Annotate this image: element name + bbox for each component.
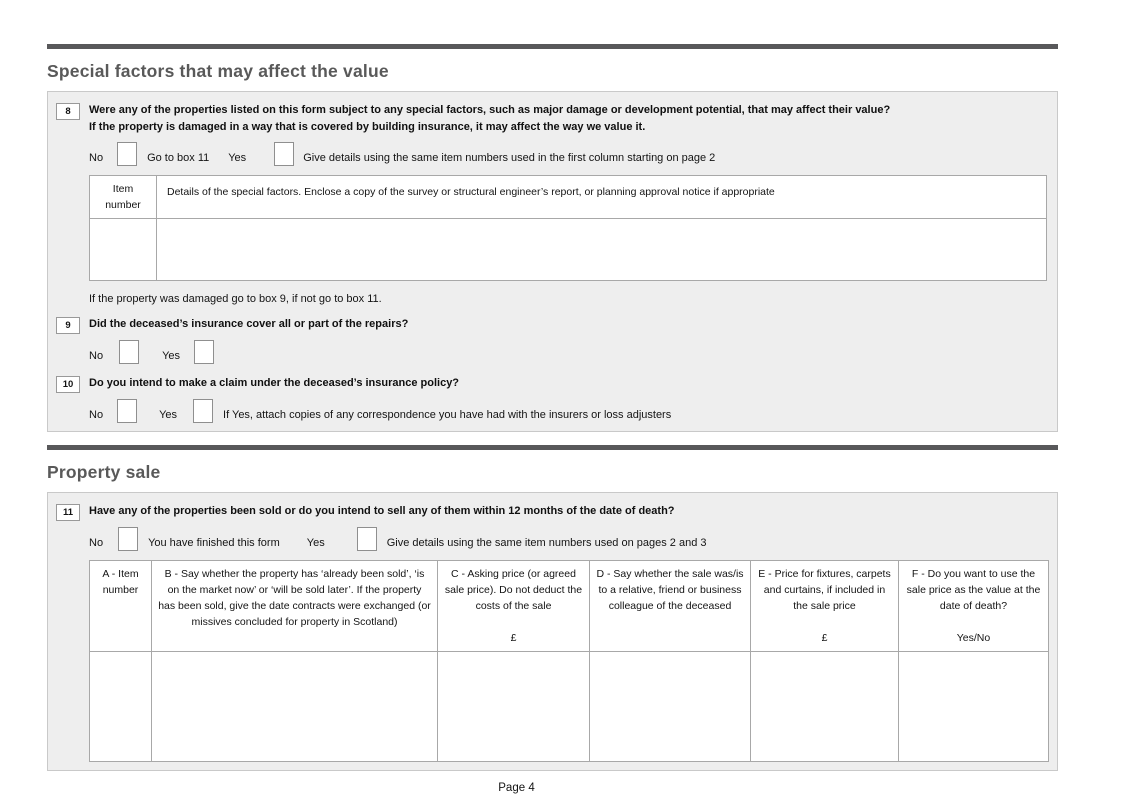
q8-answer-row xyxy=(89,142,1049,166)
col-f-input-cell[interactable] xyxy=(899,652,1049,762)
section-divider-bar-top xyxy=(47,44,1058,49)
col-c-currency-label: £ xyxy=(510,632,517,644)
col-e-input-cell[interactable] xyxy=(751,652,899,762)
col-a-input-cell[interactable] xyxy=(90,652,152,762)
item-number-cell[interactable] xyxy=(90,219,157,281)
q10-yes-label: Yes xyxy=(159,409,178,421)
question-8 xyxy=(56,102,1049,136)
q11-no-hint: You have finished this form xyxy=(148,537,280,549)
q8-no-hint: Go to box 11 xyxy=(147,152,210,164)
col-f-yesno-label: Yes/No xyxy=(956,632,991,644)
property-sale-table-body-row xyxy=(90,652,1049,762)
col-e-header: E - Price for fixtures, carpets and curtains, if included in the sale price xyxy=(758,568,891,612)
col-c-header: C - Asking price (or agreed sale price). Do not deduct the costs of the sale xyxy=(444,568,583,612)
item-number-header: Item number xyxy=(90,176,157,219)
q9-answer-row xyxy=(89,340,1049,364)
question-11 xyxy=(56,503,1049,521)
special-factors-table-body-row xyxy=(90,219,1047,281)
q10-no-checkbox[interactable] xyxy=(117,399,137,423)
q11-yes-label: Yes xyxy=(306,537,325,549)
q9-yes-checkbox[interactable] xyxy=(194,340,214,364)
q11-yes-hint: Give details using the same item numbers used on pages 2 and 3 xyxy=(386,537,707,549)
q11-no-checkbox[interactable] xyxy=(118,527,138,551)
q8-yes-label: Yes xyxy=(228,152,247,164)
q8-number-box: 8 xyxy=(56,103,80,120)
page-footer: Page 4 xyxy=(498,782,535,794)
form-page xyxy=(47,0,1058,794)
col-d-header-cell xyxy=(590,561,751,652)
col-f-header: F - Do you want to use the sale price as the value at the date of death? xyxy=(906,568,1041,612)
q10-answer-row xyxy=(89,399,1049,423)
special-factors-panel xyxy=(47,91,1058,432)
property-sale-panel xyxy=(47,492,1058,771)
q8-question-text xyxy=(89,102,890,136)
col-b-header-cell xyxy=(152,561,438,652)
q10-no-label: No xyxy=(89,409,104,421)
q9-number-box: 9 xyxy=(56,317,80,334)
q8-question-line1: Were any of the properties listed on this form subject to any special factors, such as major damage or development potential, that may affect their value? xyxy=(89,104,891,116)
col-d-input-cell[interactable] xyxy=(590,652,751,762)
q10-number-box: 10 xyxy=(56,376,80,393)
special-factors-table xyxy=(89,175,1047,281)
col-e-currency-label: £ xyxy=(821,632,828,644)
q11-number-box: 11 xyxy=(56,504,80,521)
col-a-header-cell xyxy=(90,561,152,652)
col-f-header-cell xyxy=(899,561,1049,652)
property-sale-table xyxy=(89,560,1049,762)
col-c-header-cell xyxy=(438,561,590,652)
col-e-header-cell xyxy=(751,561,899,652)
q9-yes-label: Yes xyxy=(162,350,181,362)
property-sale-table-header-row xyxy=(90,561,1049,652)
q9-no-checkbox[interactable] xyxy=(119,340,139,364)
q10-yes-hint: If Yes, attach copies of any correspondence you have had with the insurers or loss adjusters xyxy=(223,409,672,421)
q8-no-label: No xyxy=(89,152,104,164)
q11-answer-row xyxy=(89,527,1049,551)
q11-question-text: Have any of the properties been sold or do you intend to sell any of them within 12 months of the date of death? xyxy=(89,505,675,517)
q10-question-text: Do you intend to make a claim under the deceased’s insurance policy? xyxy=(89,377,460,389)
q9-no-label: No xyxy=(89,350,104,362)
q8-yes-checkbox[interactable] xyxy=(274,142,294,166)
col-c-input-cell[interactable] xyxy=(438,652,590,762)
col-b-header: B - Say whether the property has ‘already been sold’, ‘is on the market now’ or ‘will be sold later’. If the property has been sold, give the date contracts were exchanged (or missives concluded for property in Scotland) xyxy=(158,568,431,628)
q11-no-label: No xyxy=(89,537,104,549)
heading-property-sale: Property sale xyxy=(47,462,161,482)
heading-special-factors: Special factors that may affect the value xyxy=(47,61,389,81)
col-d-header: D - Say whether the sale was/is to a relative, friend or business colleague of the deceased xyxy=(596,568,744,612)
q8-yes-hint: Give details using the same item numbers used in the first column starting on page 2 xyxy=(303,152,716,164)
section-divider-bar-middle xyxy=(47,445,1058,450)
q9-question-text: Did the deceased’s insurance cover all or part of the repairs? xyxy=(89,318,409,330)
question-10 xyxy=(56,375,1049,393)
col-b-input-cell[interactable] xyxy=(152,652,438,762)
damage-note: If the property was damaged go to box 9, if not go to box 11. xyxy=(89,293,382,305)
details-header: Details of the special factors. Enclose a copy of the survey or structural engineer’s report, or planning approval notice if appropriate xyxy=(157,176,1047,219)
q10-yes-checkbox[interactable] xyxy=(193,399,213,423)
q8-question-line2: If the property is damaged in a way that is covered by building insurance, it may affect the way we value it. xyxy=(89,121,646,133)
special-factors-table-header-row xyxy=(90,176,1047,219)
details-cell[interactable] xyxy=(157,219,1047,281)
col-a-header: A - Item number xyxy=(102,568,139,596)
question-9 xyxy=(56,316,1049,334)
q8-no-checkbox[interactable] xyxy=(117,142,137,166)
q11-yes-checkbox[interactable] xyxy=(357,527,377,551)
